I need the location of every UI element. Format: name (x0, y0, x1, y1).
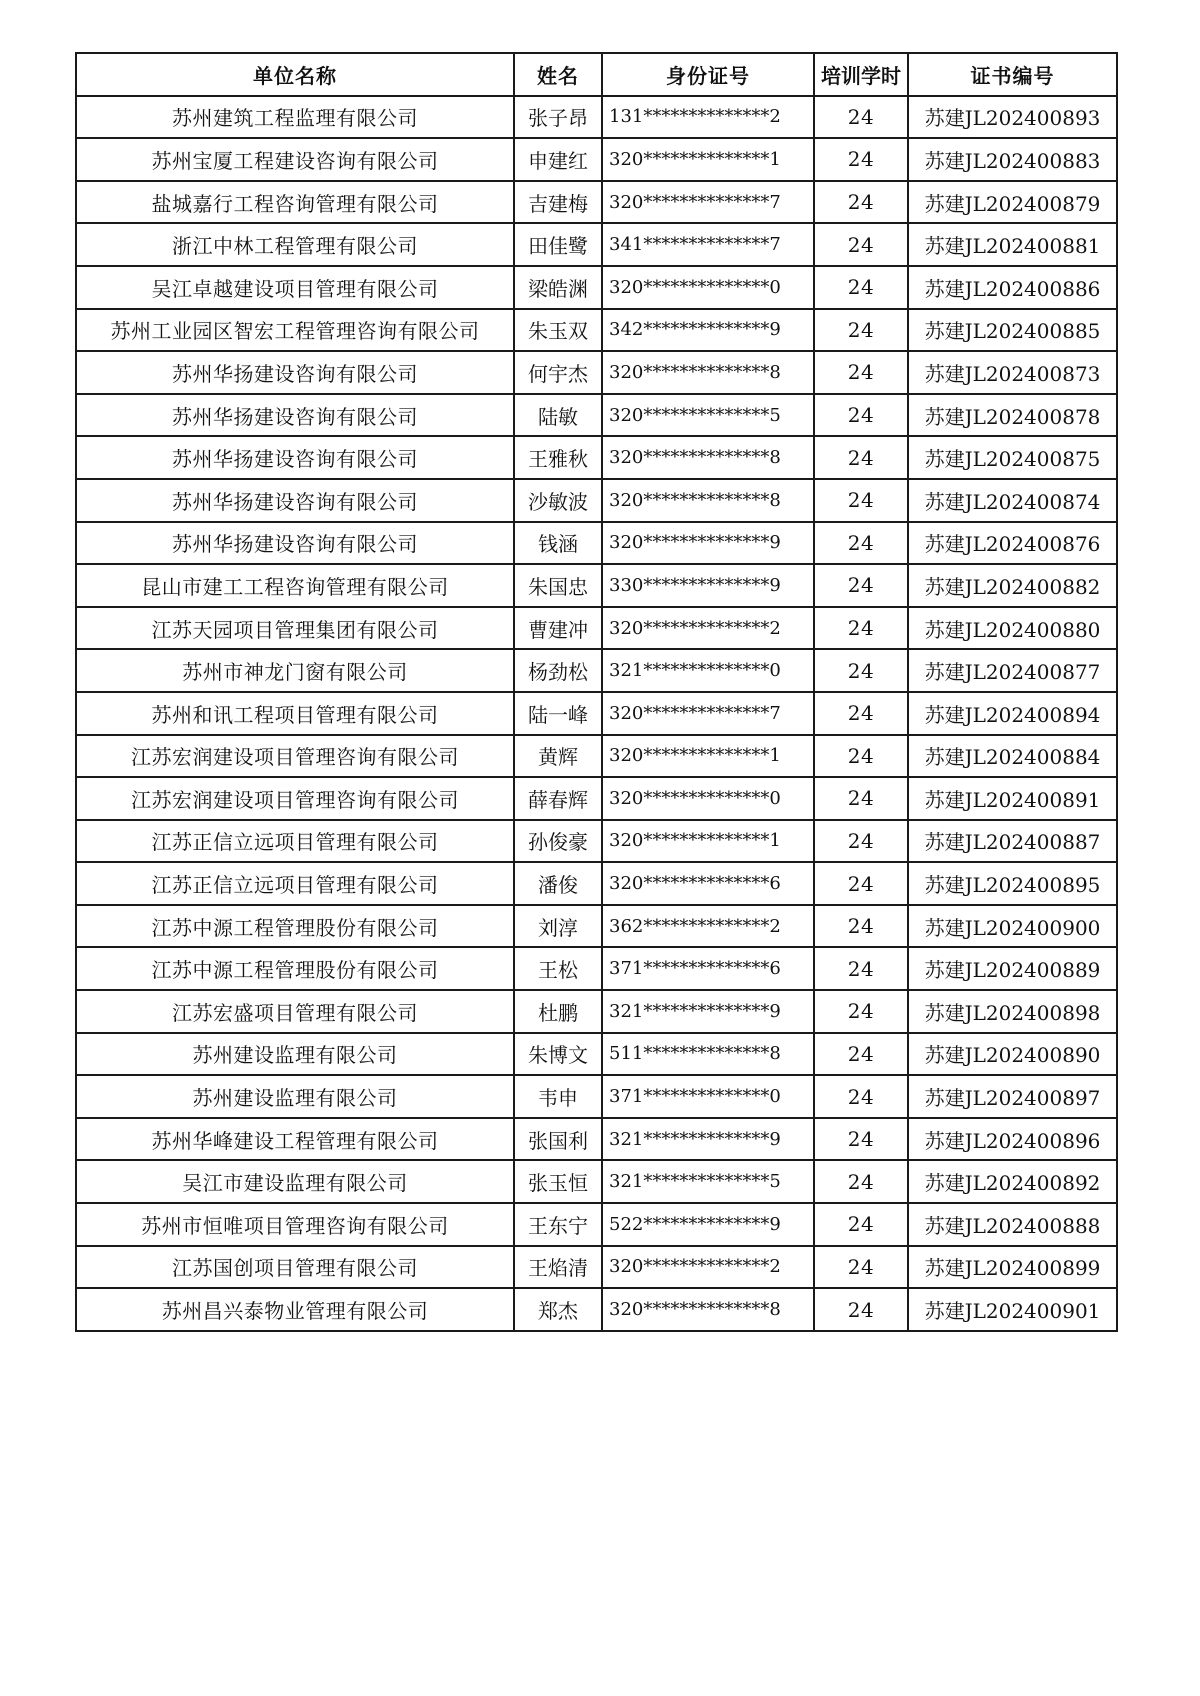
cell-training-hours: 24 (814, 309, 908, 352)
column-header-name: 姓名 (514, 53, 602, 96)
cell-certificate-number: 苏建JL202400901 (908, 1288, 1117, 1331)
cell-id-number: 320**************1 (602, 735, 814, 778)
cell-certificate-number: 苏建JL202400873 (908, 351, 1117, 394)
cell-name: 黄辉 (514, 735, 602, 778)
table-row (76, 692, 1117, 735)
cell-name: 王焰清 (514, 1246, 602, 1289)
cell-id-number: 320**************8 (602, 351, 814, 394)
cell-unit: 苏州市恒唯项目管理咨询有限公司 (76, 1203, 514, 1246)
cell-certificate-number: 苏建JL202400889 (908, 947, 1117, 990)
cell-name: 张国利 (514, 1118, 602, 1161)
cell-training-hours: 24 (814, 947, 908, 990)
table-row (76, 223, 1117, 266)
cell-name: 陆一峰 (514, 692, 602, 735)
table-row (76, 862, 1117, 905)
table-row (76, 266, 1117, 309)
cell-name: 曹建冲 (514, 607, 602, 650)
cell-training-hours: 24 (814, 649, 908, 692)
cell-certificate-number: 苏建JL202400880 (908, 607, 1117, 650)
cell-unit: 苏州市神龙门窗有限公司 (76, 649, 514, 692)
cell-certificate-number: 苏建JL202400874 (908, 479, 1117, 522)
table-row (76, 649, 1117, 692)
table-row (76, 394, 1117, 437)
cell-certificate-number: 苏建JL202400888 (908, 1203, 1117, 1246)
cell-certificate-number: 苏建JL202400897 (908, 1075, 1117, 1118)
cell-id-number: 321**************9 (602, 990, 814, 1033)
cell-unit: 苏州建设监理有限公司 (76, 1075, 514, 1118)
cell-training-hours: 24 (814, 692, 908, 735)
certificate-roster-table (75, 52, 1118, 1332)
cell-certificate-number: 苏建JL202400885 (908, 309, 1117, 352)
cell-unit: 江苏天园项目管理集团有限公司 (76, 607, 514, 650)
table-row (76, 820, 1117, 863)
cell-unit: 苏州华扬建设咨询有限公司 (76, 436, 514, 479)
cell-unit: 浙江中林工程管理有限公司 (76, 223, 514, 266)
column-header-cert: 证书编号 (908, 53, 1117, 96)
cell-name: 朱玉双 (514, 309, 602, 352)
cell-unit: 江苏国创项目管理有限公司 (76, 1246, 514, 1289)
cell-unit: 苏州华峰建设工程管理有限公司 (76, 1118, 514, 1161)
cell-training-hours: 24 (814, 777, 908, 820)
cell-id-number: 320**************7 (602, 181, 814, 224)
header-row (76, 53, 1117, 96)
cell-name: 张玉恒 (514, 1160, 602, 1203)
cell-name: 钱涵 (514, 522, 602, 565)
cell-unit: 苏州建筑工程监理有限公司 (76, 96, 514, 139)
cell-certificate-number: 苏建JL202400881 (908, 223, 1117, 266)
cell-certificate-number: 苏建JL202400899 (908, 1246, 1117, 1289)
table-row (76, 479, 1117, 522)
cell-training-hours: 24 (814, 862, 908, 905)
cell-id-number: 371**************6 (602, 947, 814, 990)
table-header (76, 53, 1117, 96)
table-row (76, 436, 1117, 479)
cell-certificate-number: 苏建JL202400878 (908, 394, 1117, 437)
cell-training-hours: 24 (814, 479, 908, 522)
cell-id-number: 320**************7 (602, 692, 814, 735)
table-row (76, 777, 1117, 820)
cell-name: 杜鹏 (514, 990, 602, 1033)
cell-id-number: 321**************9 (602, 1118, 814, 1161)
cell-name: 沙敏波 (514, 479, 602, 522)
cell-unit: 苏州华扬建设咨询有限公司 (76, 351, 514, 394)
cell-training-hours: 24 (814, 223, 908, 266)
cell-training-hours: 24 (814, 564, 908, 607)
cell-name: 潘俊 (514, 862, 602, 905)
cell-id-number: 320**************1 (602, 820, 814, 863)
cell-name: 王东宁 (514, 1203, 602, 1246)
cell-name: 王松 (514, 947, 602, 990)
cell-name: 申建红 (514, 138, 602, 181)
column-header-hours: 培训学时 (814, 53, 908, 96)
table-row (76, 351, 1117, 394)
cell-training-hours: 24 (814, 905, 908, 948)
cell-unit: 苏州工业园区智宏工程管理咨询有限公司 (76, 309, 514, 352)
cell-certificate-number: 苏建JL202400893 (908, 96, 1117, 139)
cell-certificate-number: 苏建JL202400877 (908, 649, 1117, 692)
table-row (76, 1118, 1117, 1161)
column-header-unit: 单位名称 (76, 53, 514, 96)
table-row (76, 309, 1117, 352)
cell-training-hours: 24 (814, 1160, 908, 1203)
table-row (76, 1033, 1117, 1076)
table-row (76, 735, 1117, 778)
cell-id-number: 320**************8 (602, 479, 814, 522)
cell-id-number: 320**************6 (602, 862, 814, 905)
cell-unit: 苏州华扬建设咨询有限公司 (76, 394, 514, 437)
cell-certificate-number: 苏建JL202400895 (908, 862, 1117, 905)
cell-unit: 吴江卓越建设项目管理有限公司 (76, 266, 514, 309)
cell-id-number: 522**************9 (602, 1203, 814, 1246)
cell-unit: 苏州华扬建设咨询有限公司 (76, 479, 514, 522)
cell-certificate-number: 苏建JL202400876 (908, 522, 1117, 565)
cell-training-hours: 24 (814, 96, 908, 139)
cell-unit: 吴江市建设监理有限公司 (76, 1160, 514, 1203)
roster-sheet (75, 52, 1116, 1332)
cell-certificate-number: 苏建JL202400891 (908, 777, 1117, 820)
table-row (76, 564, 1117, 607)
cell-name: 陆敏 (514, 394, 602, 437)
table-row (76, 522, 1117, 565)
cell-unit: 苏州和讯工程项目管理有限公司 (76, 692, 514, 735)
cell-unit: 苏州建设监理有限公司 (76, 1033, 514, 1076)
cell-name: 王雅秋 (514, 436, 602, 479)
cell-id-number: 320**************5 (602, 394, 814, 437)
cell-unit: 昆山市建工工程咨询管理有限公司 (76, 564, 514, 607)
table-row (76, 138, 1117, 181)
cell-unit: 盐城嘉行工程咨询管理有限公司 (76, 181, 514, 224)
cell-certificate-number: 苏建JL202400875 (908, 436, 1117, 479)
cell-name: 郑杰 (514, 1288, 602, 1331)
cell-training-hours: 24 (814, 735, 908, 778)
cell-id-number: 320**************0 (602, 777, 814, 820)
cell-unit: 江苏宏润建设项目管理咨询有限公司 (76, 777, 514, 820)
cell-training-hours: 24 (814, 1033, 908, 1076)
cell-id-number: 320**************2 (602, 1246, 814, 1289)
cell-training-hours: 24 (814, 820, 908, 863)
cell-certificate-number: 苏建JL202400879 (908, 181, 1117, 224)
cell-certificate-number: 苏建JL202400887 (908, 820, 1117, 863)
cell-certificate-number: 苏建JL202400886 (908, 266, 1117, 309)
cell-unit: 江苏中源工程管理股份有限公司 (76, 947, 514, 990)
cell-certificate-number: 苏建JL202400898 (908, 990, 1117, 1033)
cell-id-number: 320**************8 (602, 1288, 814, 1331)
cell-training-hours: 24 (814, 181, 908, 224)
table-body (76, 96, 1117, 1331)
table-row (76, 1075, 1117, 1118)
table-row (76, 1203, 1117, 1246)
cell-name: 吉建梅 (514, 181, 602, 224)
cell-unit: 江苏正信立远项目管理有限公司 (76, 862, 514, 905)
cell-name: 孙俊豪 (514, 820, 602, 863)
cell-training-hours: 24 (814, 351, 908, 394)
cell-training-hours: 24 (814, 1246, 908, 1289)
cell-training-hours: 24 (814, 607, 908, 650)
table-row (76, 1160, 1117, 1203)
cell-certificate-number: 苏建JL202400892 (908, 1160, 1117, 1203)
cell-name: 梁皓渊 (514, 266, 602, 309)
cell-unit: 江苏中源工程管理股份有限公司 (76, 905, 514, 948)
cell-certificate-number: 苏建JL202400896 (908, 1118, 1117, 1161)
table-row (76, 181, 1117, 224)
cell-training-hours: 24 (814, 1118, 908, 1161)
cell-id-number: 320**************9 (602, 522, 814, 565)
cell-name: 田佳鹭 (514, 223, 602, 266)
cell-certificate-number: 苏建JL202400894 (908, 692, 1117, 735)
cell-name: 张子昂 (514, 96, 602, 139)
table-row (76, 947, 1117, 990)
table-row (76, 905, 1117, 948)
cell-id-number: 341**************7 (602, 223, 814, 266)
cell-id-number: 320**************0 (602, 266, 814, 309)
cell-id-number: 371**************0 (602, 1075, 814, 1118)
cell-training-hours: 24 (814, 138, 908, 181)
cell-training-hours: 24 (814, 266, 908, 309)
cell-unit: 苏州昌兴泰物业管理有限公司 (76, 1288, 514, 1331)
cell-id-number: 342**************9 (602, 309, 814, 352)
cell-certificate-number: 苏建JL202400882 (908, 564, 1117, 607)
table-row (76, 990, 1117, 1033)
table-row (76, 96, 1117, 139)
cell-certificate-number: 苏建JL202400883 (908, 138, 1117, 181)
column-header-id: 身份证号 (602, 53, 814, 96)
cell-unit: 江苏正信立远项目管理有限公司 (76, 820, 514, 863)
cell-training-hours: 24 (814, 1075, 908, 1118)
cell-id-number: 511**************8 (602, 1033, 814, 1076)
table-row (76, 1288, 1117, 1331)
cell-unit: 江苏宏润建设项目管理咨询有限公司 (76, 735, 514, 778)
cell-unit: 苏州宝厦工程建设咨询有限公司 (76, 138, 514, 181)
cell-unit: 江苏宏盛项目管理有限公司 (76, 990, 514, 1033)
cell-certificate-number: 苏建JL202400890 (908, 1033, 1117, 1076)
cell-training-hours: 24 (814, 436, 908, 479)
table-row (76, 607, 1117, 650)
cell-id-number: 131**************2 (602, 96, 814, 139)
cell-training-hours: 24 (814, 394, 908, 437)
table-row (76, 1246, 1117, 1289)
cell-name: 杨劲松 (514, 649, 602, 692)
cell-id-number: 362**************2 (602, 905, 814, 948)
cell-name: 朱博文 (514, 1033, 602, 1076)
cell-training-hours: 24 (814, 990, 908, 1033)
cell-name: 何宇杰 (514, 351, 602, 394)
cell-id-number: 320**************8 (602, 436, 814, 479)
cell-name: 韦申 (514, 1075, 602, 1118)
cell-name: 薛春辉 (514, 777, 602, 820)
cell-certificate-number: 苏建JL202400900 (908, 905, 1117, 948)
cell-certificate-number: 苏建JL202400884 (908, 735, 1117, 778)
cell-id-number: 320**************1 (602, 138, 814, 181)
cell-training-hours: 24 (814, 1203, 908, 1246)
cell-training-hours: 24 (814, 522, 908, 565)
cell-name: 朱国忠 (514, 564, 602, 607)
cell-name: 刘淳 (514, 905, 602, 948)
cell-id-number: 321**************5 (602, 1160, 814, 1203)
cell-training-hours: 24 (814, 1288, 908, 1331)
cell-id-number: 330**************9 (602, 564, 814, 607)
cell-id-number: 321**************0 (602, 649, 814, 692)
cell-id-number: 320**************2 (602, 607, 814, 650)
cell-unit: 苏州华扬建设咨询有限公司 (76, 522, 514, 565)
